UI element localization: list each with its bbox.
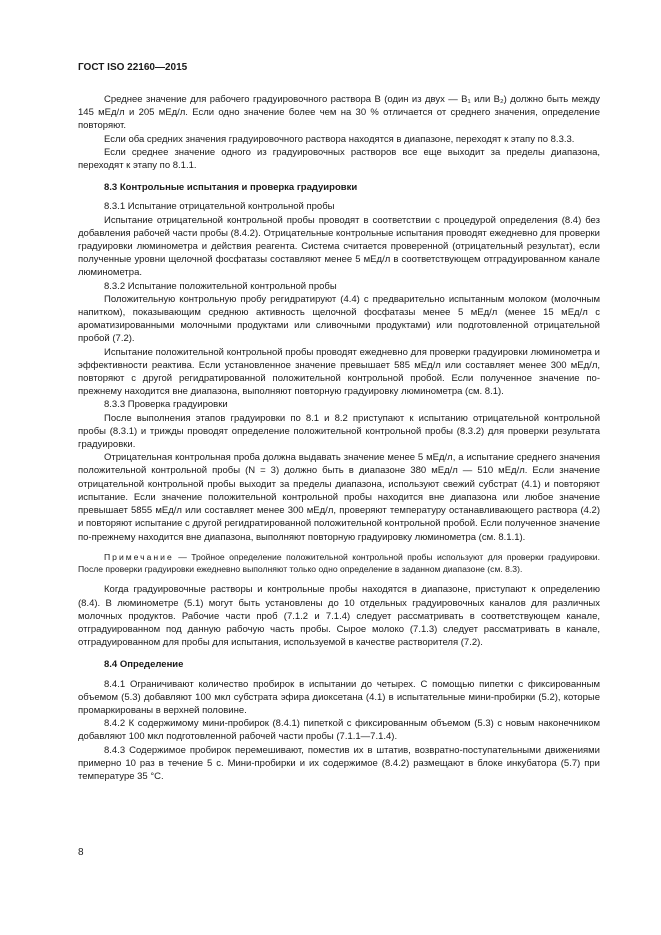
- paragraph: Отрицательная контрольная проба должна выдавать значение менее 5 мЕд/л, а испытание среднего значения положительной контрольной пробы (N = 3) должно быть в диапазоне 380 мЕд/л — 510 мЕд/л. Если значение отрицательной контрольной пробы выходит за пределы диапазона, используют свежий субстрат (4.1) и повторяют испытание. Если значение положительной контрольной пробы находится вне диапазона или любое значение превышает 5855 мЕд/л или составляет менее 300 мЕд/л, проверяют температуру останавливающего раствора (4.2) и повторяют испытание с другой регидратированной положительной контрольной пробой. Если полученное значение по-прежнему находится вне диапазона, выполняют повторную градуировку люминометра (см. 8.1.1).: [78, 452, 600, 543]
- paragraph: Испытание положительной контрольной пробы проводят ежедневно для проверки градуировки люминометра и эффективности реактива. Если установленное значение превышает 585 мЕд/л или составляет менее 300 мЕд/л, повторяют с другой регидратированной положительной контрольной пробой. Если полученное значение по-прежнему находится вне диапазона, выполняют повторную градуировку люминометра (см. 8.1).: [78, 346, 600, 398]
- document-header: ГОСТ ISO 22160—2015: [78, 62, 188, 73]
- note-label: Примечание: [104, 551, 174, 562]
- paragraph: Если среднее значение одного из градуировочных растворов все еще выходит за пределы диапазона, переходят к этапу по 8.1.1.: [78, 146, 600, 172]
- note: [78, 552, 600, 576]
- paragraph: Испытание отрицательной контрольной пробы проводят в соответствии с процедурой определения (8.4) без добавления рабочей части пробы (8.4.2). Отрицательные контрольные испытания проводят ежедневно для проверки градуировки люминометра и действия реагента. Система считается проверенной (отрицательный результат), если полученные уровни щелочной фосфатазы составляют менее 5 мЕд/л в соответствующем отградуированном канале люминометра.: [78, 214, 600, 279]
- paragraph: Положительную контрольную пробу регидратируют (4.4) с предварительно испытанным молоком (молочным напитком), показывающим среднюю активность щелочной фосфатазы менее 5 мЕд/л (менее 15 мЕд/л с ароматизированными молочными продуктами или сливочными продуктами) или подготовленной отрицательной пробой (7.2).: [78, 293, 600, 345]
- note-text: — Тройное определение положительной контрольной пробы используют для проверки градуировки. После проверки градуировки ежедневно выполняют только одно определение в заданном диапазоне (см. 8.3).: [78, 551, 600, 574]
- paragraph: Когда градуировочные растворы и контрольные пробы находятся в диапазоне, приступают к определению (8.4). В люминометре (5.1) могут быть установлены до 10 отдельных градуировочных каналов для различных молочных продуктов. Рабочие части проб (7.1.2 и 7.1.4) следует рассматривать в соответствующем канале, отградуированном под данную рабочую часть пробы. Сырое молоко (7.1.3) следует рассматривать в канале, отградуированном для пробы для испытания, используемой в качестве растворителя (7.2).: [78, 584, 600, 649]
- subsection-title-8-3-3: 8.3.3 Проверка градуировки: [104, 399, 228, 411]
- paragraph: После выполнения этапов градуировки по 8.1 и 8.2 приступают к испытанию отрицательной контрольной пробы (8.3.1) и трижды проводят определение положительной контрольной пробы (8.3.2) для проверки результата градуировки.: [78, 412, 600, 451]
- section-heading-8-4: 8.4 Определение: [104, 659, 184, 671]
- subsection-title-8-3-2: 8.3.2 Испытание положительной контрольной пробы: [104, 280, 337, 292]
- page-number: 8: [78, 847, 84, 858]
- paragraph: 8.4.1 Ограничивают количество пробирок в испытании до четырех. С помощью пипетки с фиксированным объемом (5.3) добавляют 100 мкл субстрата эфира диоксетана (4.1) в испытательные мини-пробирки (5.2), которые промаркированы в верхней половине.: [78, 678, 600, 716]
- document-body: [78, 93, 600, 783]
- subsection-title-8-3-1: 8.3.1 Испытание отрицательной контрольной пробы: [104, 201, 335, 213]
- paragraph: 8.4.2 К содержимому мини-пробирок (8.4.1) пипеткой с фиксированным объемом (5.3) с новым наконечником добавляют 100 мкл подготовленной рабочей части пробы (7.1.1—7.1.4).: [78, 718, 600, 743]
- paragraph: Среднее значение для рабочего градуировочного раствора В (один из двух — В₁ или В₂) должно быть между 145 мЕд/л и 205 мЕд/л. Если одно значение более чем на 30 % отличается от среднего значения, определение повторяют.: [78, 94, 600, 132]
- paragraph: 8.4.3 Содержимое пробирок перемешивают, поместив их в штатив, возвратно-поступательными движениями примерно 10 раз в течение 5 с. Мини-пробирки и их содержимое (8.4.2) размещают в блоке инкубатора (5.7) при температуре 35 °С.: [78, 744, 600, 782]
- section-heading-8-3: 8.3 Контрольные испытания и проверка градуировки: [104, 182, 358, 194]
- paragraph: Если оба средних значения градуировочного раствора находятся в диапазоне, переходят к этапу по 8.3.3.: [104, 133, 575, 145]
